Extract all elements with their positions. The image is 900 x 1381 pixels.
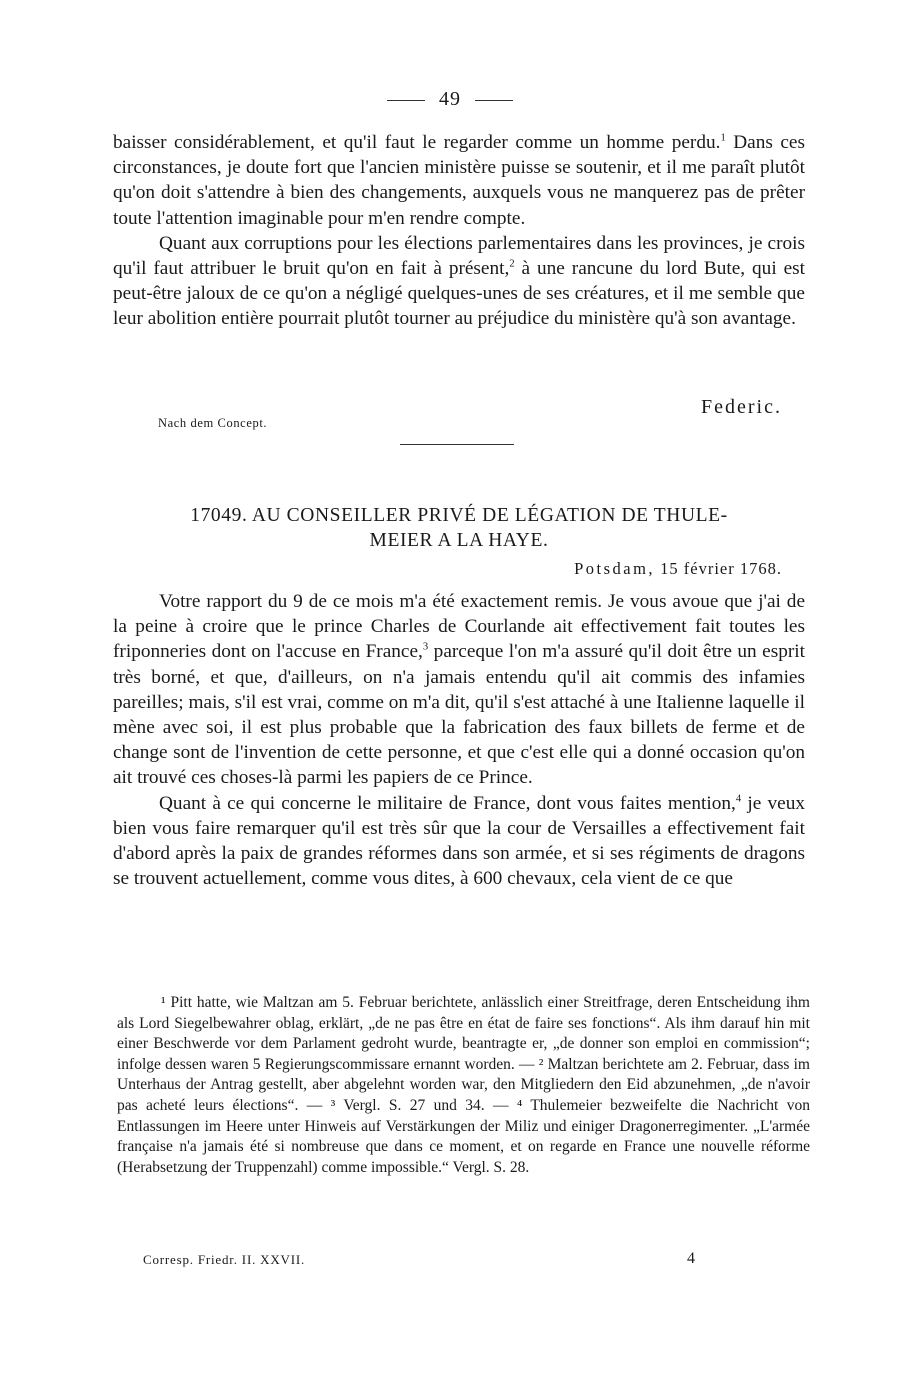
paragraph-4-text-a: Quant à ce qui concerne le militaire de France, dont vous faites mention, (159, 792, 736, 814)
paragraph-1-text-b: Dans ces circonstances, je doute fort que l'ancien ministère puisse se soutenir, et il me paraît plutôt qu'on doit s'attendre à bien des changements, auxquels vous ne manquerez pas de prêter toute l'attention imaginable pour m'en rendre compte. (113, 132, 805, 229)
paragraph-1 (113, 130, 805, 231)
paragraph-2-text-a: Quant aux corruptions pour les élections parlementaires dans les provinces, je crois qu'il faut attribuer le bruit qu'on en fait à présent, (113, 232, 805, 280)
page-number-text: 49 (439, 88, 461, 110)
footnote-ref-1: 1 (720, 132, 726, 144)
paragraph-3-text-a: Votre rapport du 9 de ce mois m'a été exactement remis. Je vous avoue que j'ai de la peine à croire que le prince Charles de Courlande ait effectivement fait toutes les friponneries dont on l'accuse en France, (113, 591, 805, 663)
date-place: Potsdam, (574, 559, 656, 578)
letter-continuation (113, 130, 805, 332)
signature: Federic. (701, 396, 782, 418)
footnote-ref-2: 2 (509, 258, 515, 270)
paragraph-3 (113, 589, 805, 791)
date-text: 15 février 1768. (655, 559, 782, 578)
paragraph-2-text-b: à une rancune du lord Bute, qui est peut-être jaloux de ce qu'on a négligé quelques-unes de ses créatures, et il me semble que leur abolition entière pourrait plutôt tourner au préjudice du ministère qu'à son avantage. (113, 258, 806, 330)
page-number-dash-right (475, 100, 513, 101)
section-divider (400, 444, 514, 445)
footnote-ref-3: 3 (422, 641, 429, 653)
paragraph-4 (113, 791, 805, 892)
footnote-ref-4: 4 (735, 793, 742, 805)
dateline (574, 559, 782, 579)
footnotes-text: ¹ Pitt hatte, wie Maltzan am 5. Februar berichtete, anlässlich einer Streitfrage, deren Entscheidung ihm als Lord Siegelbewahrer oblag, erklärt, „de ne pas être en état de faire ses fonctions“. Als ihm darauf hin mit einer Beschwerde vor dem Parlament gedroht wurde, beantragte er, „de donner son emploi en commission“; infolge dessen waren 5 Regierungscommissare ernannt worden. — ² Maltzan berichtete am 2. Februar, dass im Unterhaus der Antrag gestellt, aber abgelehnt worden war, den Mitgliedern den Eid abzunehmen, „de n'avoir pas acheté leurs élections“. — ³ Vergl. S. 27 und 34. — ⁴ Thulemeier bezweifelte die Nachricht von Entlassungen im Heere unter Hinweis auf Verstärkungen der Miliz und einiger Dragonerregimenter. „L'armée française n'a jamais été si nombreuse que dans ce moment, et on regarde en France une nouvelle réforme (Herabsetzung der Truppenzahl) comme impossible.“ Vergl. S. 28. (117, 994, 810, 1176)
footnotes (117, 993, 810, 1178)
letter-body (113, 589, 805, 891)
page-number (0, 88, 900, 111)
footer-sheet-number: 4 (687, 1250, 695, 1267)
paragraph-4-text-b: je veux bien vous faire remarquer qu'il est très sûr que la cour de Versailles a effectivement fait d'abord après la paix de grandes réformes dans son armée, et si ses régiments de dragons se trouvent actuellement, comme vous dites, à 600 chevaux, cela vient de ce que (113, 792, 805, 890)
paragraph-1-text-a: baisser considérablement, et qu'il faut le regarder comme un homme perdu. (113, 132, 721, 153)
heading-line-2: MEIER A LA HAYE. (369, 530, 549, 551)
footer-signature-mark: Corresp. Friedr. II. XXVII. (143, 1252, 306, 1267)
paragraph-3-text-b: parceque l'on m'a assuré qu'il doit être un esprit très borné, et que, d'ailleurs, on n'a jamais entendu qu'il ait commis des infamies pareilles; mais, s'il est vrai, comme on m'a dit, qu'il s'est attaché à une Italienne laquelle il mène avec soi, il est plus probable que la fabrication des faux billets de ferme et de change sont de l'invention de cette personne, et que c'est elle qui a donné occasion qu'on ait trouvé ces choses-là parmi les papiers de ce Prince. (113, 641, 805, 789)
source-note: Nach dem Concept. (158, 416, 268, 430)
page-number-dash-left (387, 100, 425, 101)
paragraph-2 (113, 231, 805, 332)
letter-heading (113, 503, 805, 553)
heading-line-1: 17049. AU CONSEILLER PRIVÉ DE LÉGATION DE THULE- (190, 505, 728, 526)
